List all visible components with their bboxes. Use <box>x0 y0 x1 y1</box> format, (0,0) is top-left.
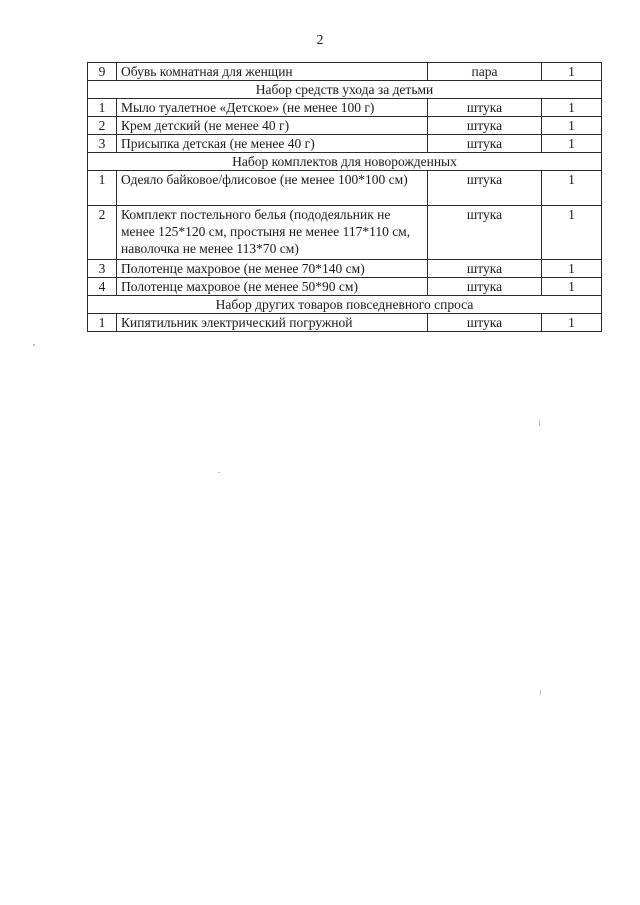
item-name: Комплект постельного белья (пододеяльник не менее 125*120 см, простыня не менее 117*110 см, наволочка не менее 113*70 см) <box>117 206 428 260</box>
item-name: Кипятильник электрический погружной <box>117 314 428 332</box>
section-title: Набор комплектов для новорожденных <box>88 153 602 171</box>
item-name: Мыло туалетное «Детское» (не менее 100 г) <box>117 99 428 117</box>
item-unit: штука <box>428 99 542 117</box>
item-unit: штука <box>428 278 542 296</box>
table-row <box>88 260 602 278</box>
item-quantity: 1 <box>542 171 602 206</box>
section-header-row <box>88 81 602 99</box>
row-number: 2 <box>88 206 117 260</box>
item-unit: пара <box>428 63 542 81</box>
scan-speck <box>218 472 220 473</box>
item-quantity: 1 <box>542 206 602 260</box>
row-number: 4 <box>88 278 117 296</box>
section-title: Набор средств ухода за детьми <box>88 81 602 99</box>
item-quantity: 1 <box>542 99 602 117</box>
row-number: 9 <box>88 63 117 81</box>
item-name: Присыпка детская (не менее 40 г) <box>117 135 428 153</box>
row-number: 2 <box>88 117 117 135</box>
table-row <box>88 314 602 332</box>
section-title: Набор других товаров повседневного спроса <box>88 296 602 314</box>
item-unit: штука <box>428 171 542 206</box>
table-row <box>88 99 602 117</box>
item-name: Одеяло байковое/флисовое (не менее 100*100 см) <box>117 171 428 206</box>
section-header-row <box>88 296 602 314</box>
items-table <box>87 62 602 332</box>
item-unit: штука <box>428 135 542 153</box>
scan-speck <box>33 344 35 346</box>
item-quantity: 1 <box>542 260 602 278</box>
row-number: 1 <box>88 99 117 117</box>
table-row <box>88 278 602 296</box>
row-number: 3 <box>88 260 117 278</box>
table-row <box>88 63 602 81</box>
table-row <box>88 206 602 260</box>
item-name: Полотенце махровое (не менее 50*90 см) <box>117 278 428 296</box>
table-row <box>88 171 602 206</box>
scan-speck <box>539 420 540 426</box>
item-quantity: 1 <box>542 314 602 332</box>
item-name: Полотенце махровое (не менее 70*140 см) <box>117 260 428 278</box>
item-quantity: 1 <box>542 135 602 153</box>
table-row <box>88 117 602 135</box>
row-number: 1 <box>88 314 117 332</box>
item-quantity: 1 <box>542 63 602 81</box>
page-number: 2 <box>316 33 324 48</box>
item-name: Крем детский (не менее 40 г) <box>117 117 428 135</box>
item-name: Обувь комнатная для женщин <box>117 63 428 81</box>
item-quantity: 1 <box>542 117 602 135</box>
item-quantity: 1 <box>542 278 602 296</box>
item-unit: штука <box>428 117 542 135</box>
section-header-row <box>88 153 602 171</box>
item-unit: штука <box>428 314 542 332</box>
table-row <box>88 135 602 153</box>
row-number: 1 <box>88 171 117 206</box>
item-unit: штука <box>428 206 542 260</box>
item-unit: штука <box>428 260 542 278</box>
row-number: 3 <box>88 135 117 153</box>
scan-speck <box>540 690 541 695</box>
